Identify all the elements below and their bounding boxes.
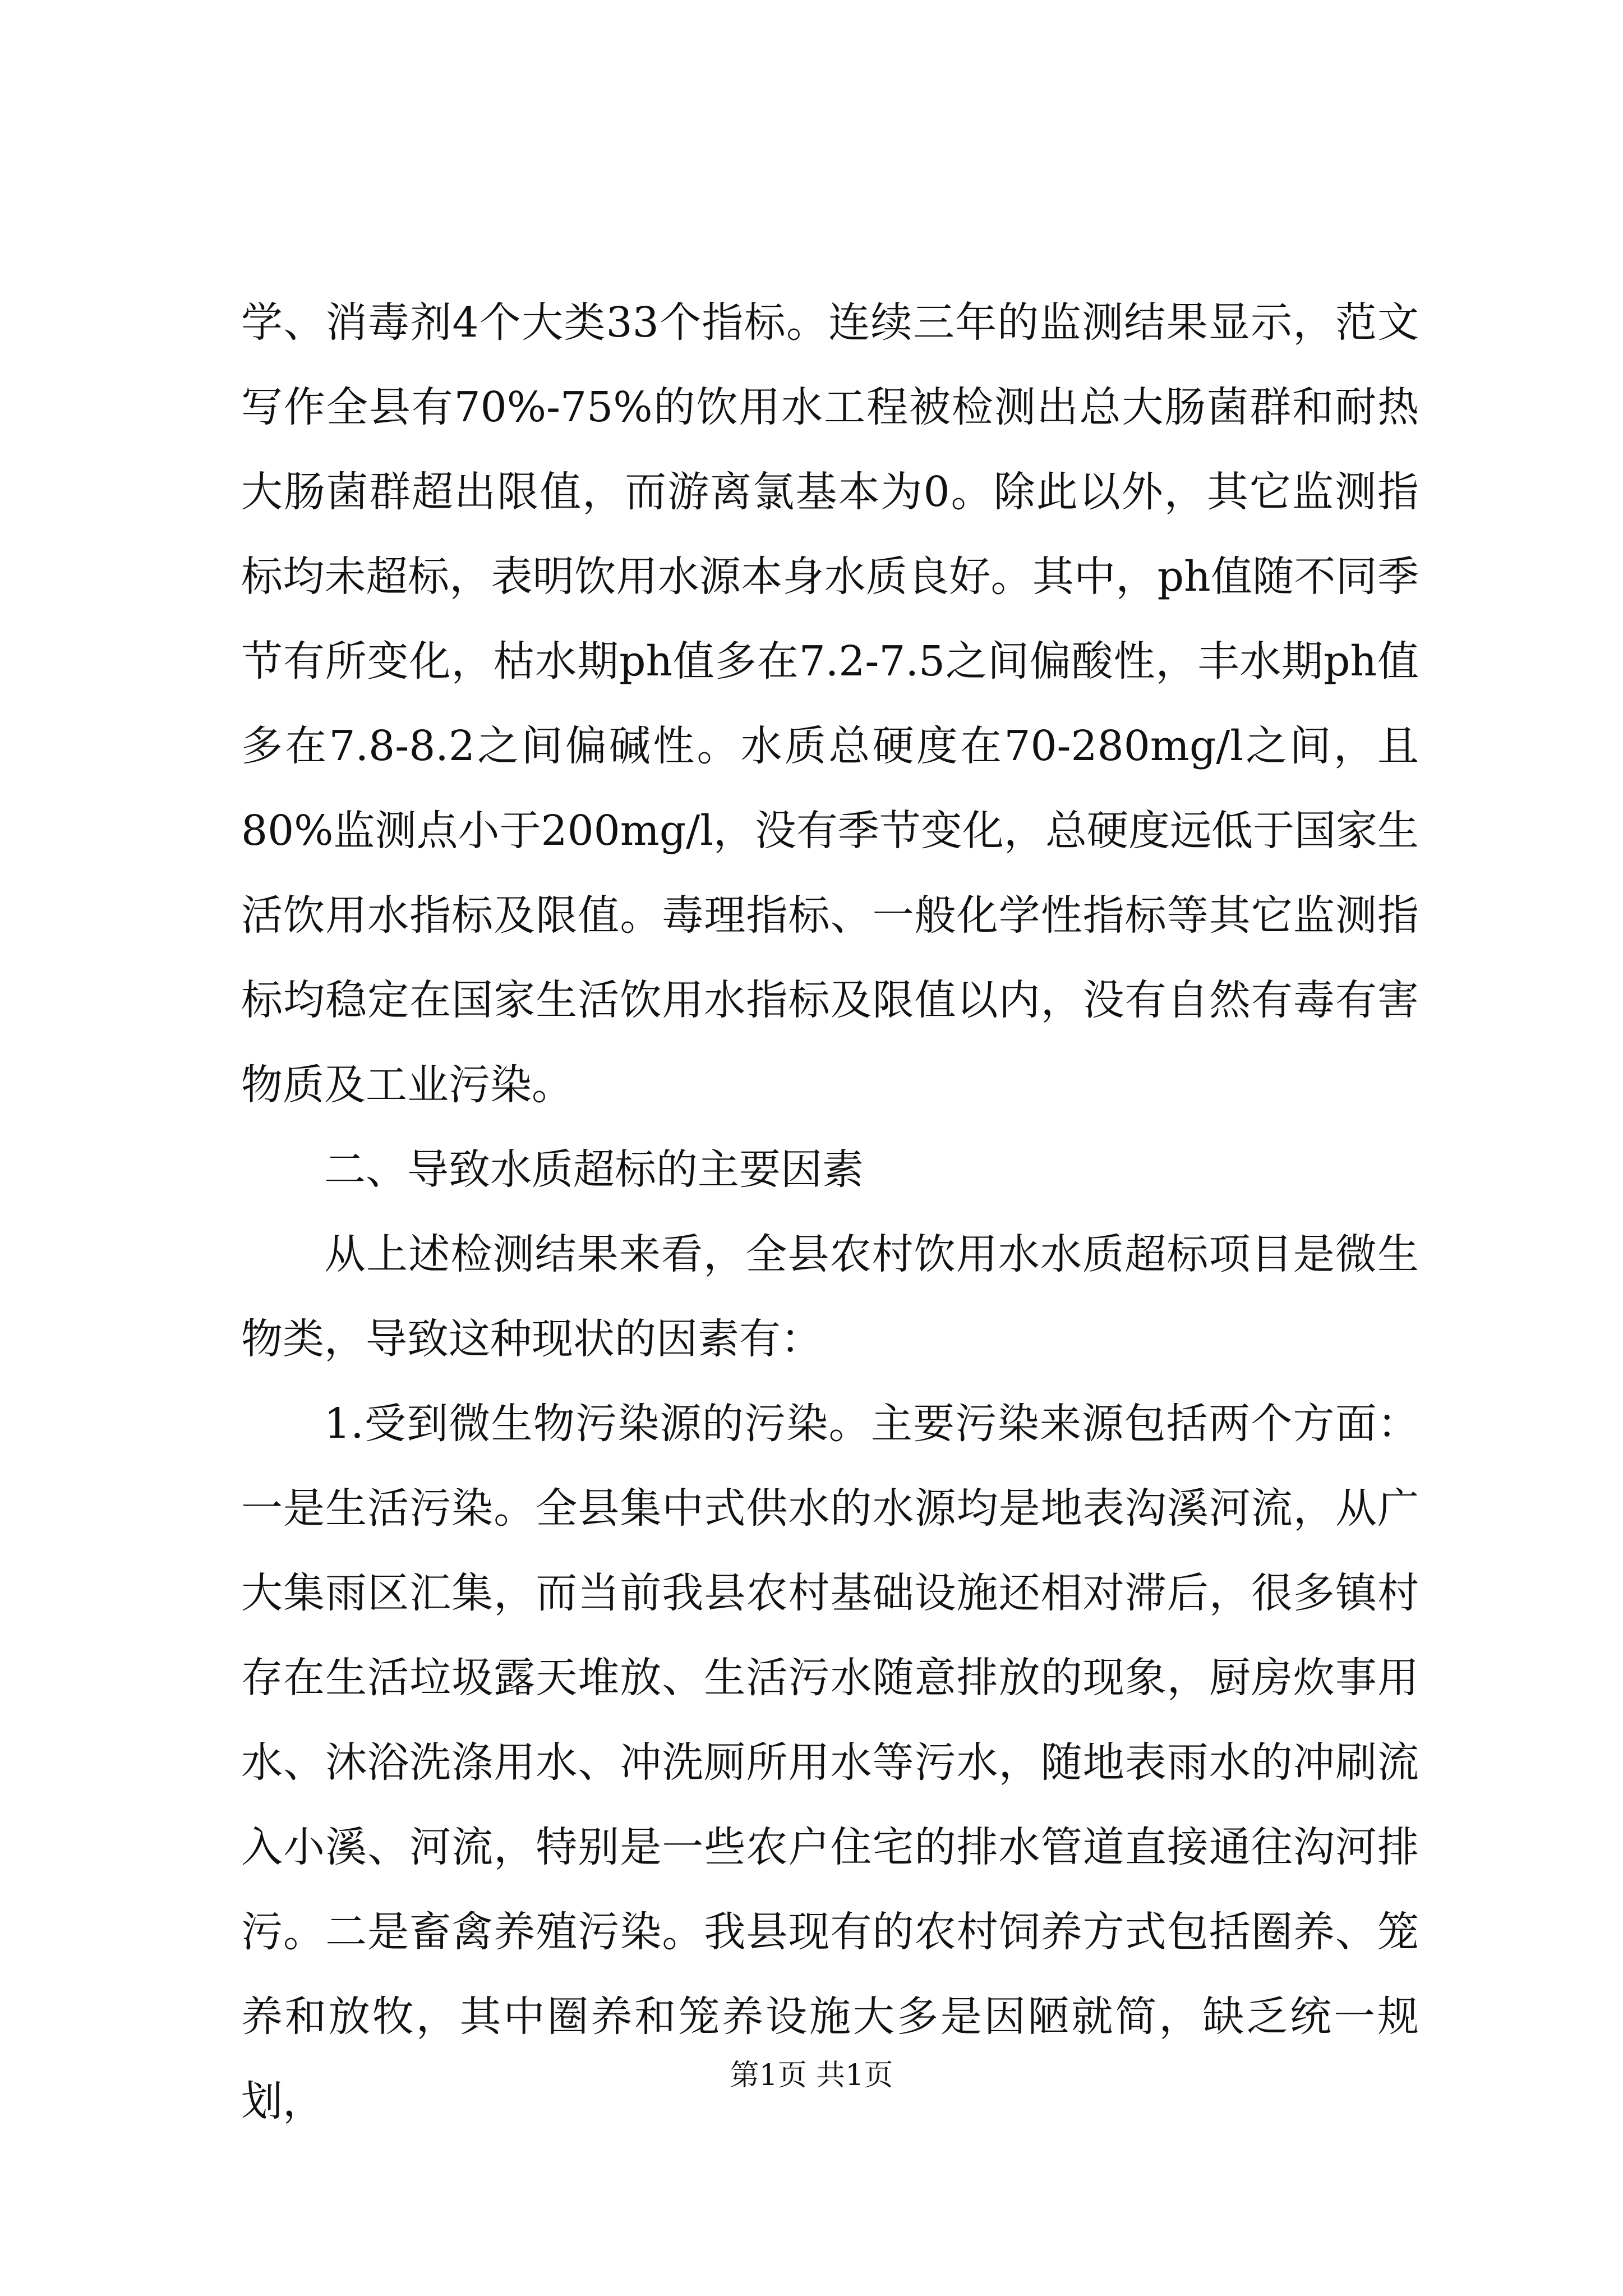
paragraph-causes-intro: 从上述检测结果来看，全县农村饮用水水质超标项目是微生物类，导致这种现状的因素有：: [241, 1230, 1419, 1363]
document-body: [241, 280, 1419, 2144]
section-heading-causes: 二、导致水质超标的主要因素: [324, 1145, 864, 1194]
paragraph-pollution-sources: 1.受到微生物污染源的污染。主要污染来源包括两个方面：一是生活污染。全县集中式供水的水源均是地表沟溪河流，从广大集雨区汇集，而当前我县农村基础设施还相对滞后，很多镇村存在生活垃圾露天堆放、生活污水随意排放的现象，厨房炊事用水、沐浴洗涤用水、冲洗厕所用水等污水，随地表雨水的冲刷流入小溪、河流，特别是一些农户住宅的排水管道直接通往沟河排污。二是畜禽养殖污染。我县现有的农村饲养方式包括圈养、笼养和放牧，其中圈养和笼养设施大多是因陋就简，缺乏统一规划，: [241, 1400, 1419, 2125]
paragraph-monitoring-results: 学、消毒剂4个大类33个指标。连续三年的监测结果显示，范文写作全县有70%-75%的饮用水工程被检测出总大肠菌群和耐热大肠菌群超出限值，而游离氯基本为0。除此以外，其它监测指标均未超标，表明饮用水源本身水质良好。其中，ph值随不同季节有所变化，枯水期ph值多在7.2-7.5之间偏酸性，丰水期ph值多在7.8-8.2之间偏碱性。水质总硬度在70-280mg/l之间，且80%监测点小于200mg/l，没有季节变化，总硬度远低于国家生活饮用水指标及限值。毒理指标、一般化学性指标等其它监测指标均稳定在国家生活饮用水指标及限值以内，没有自然有毒有害物质及工业污染。: [241, 298, 1419, 1109]
page-footer: 第1页 共1页: [730, 2059, 893, 2092]
